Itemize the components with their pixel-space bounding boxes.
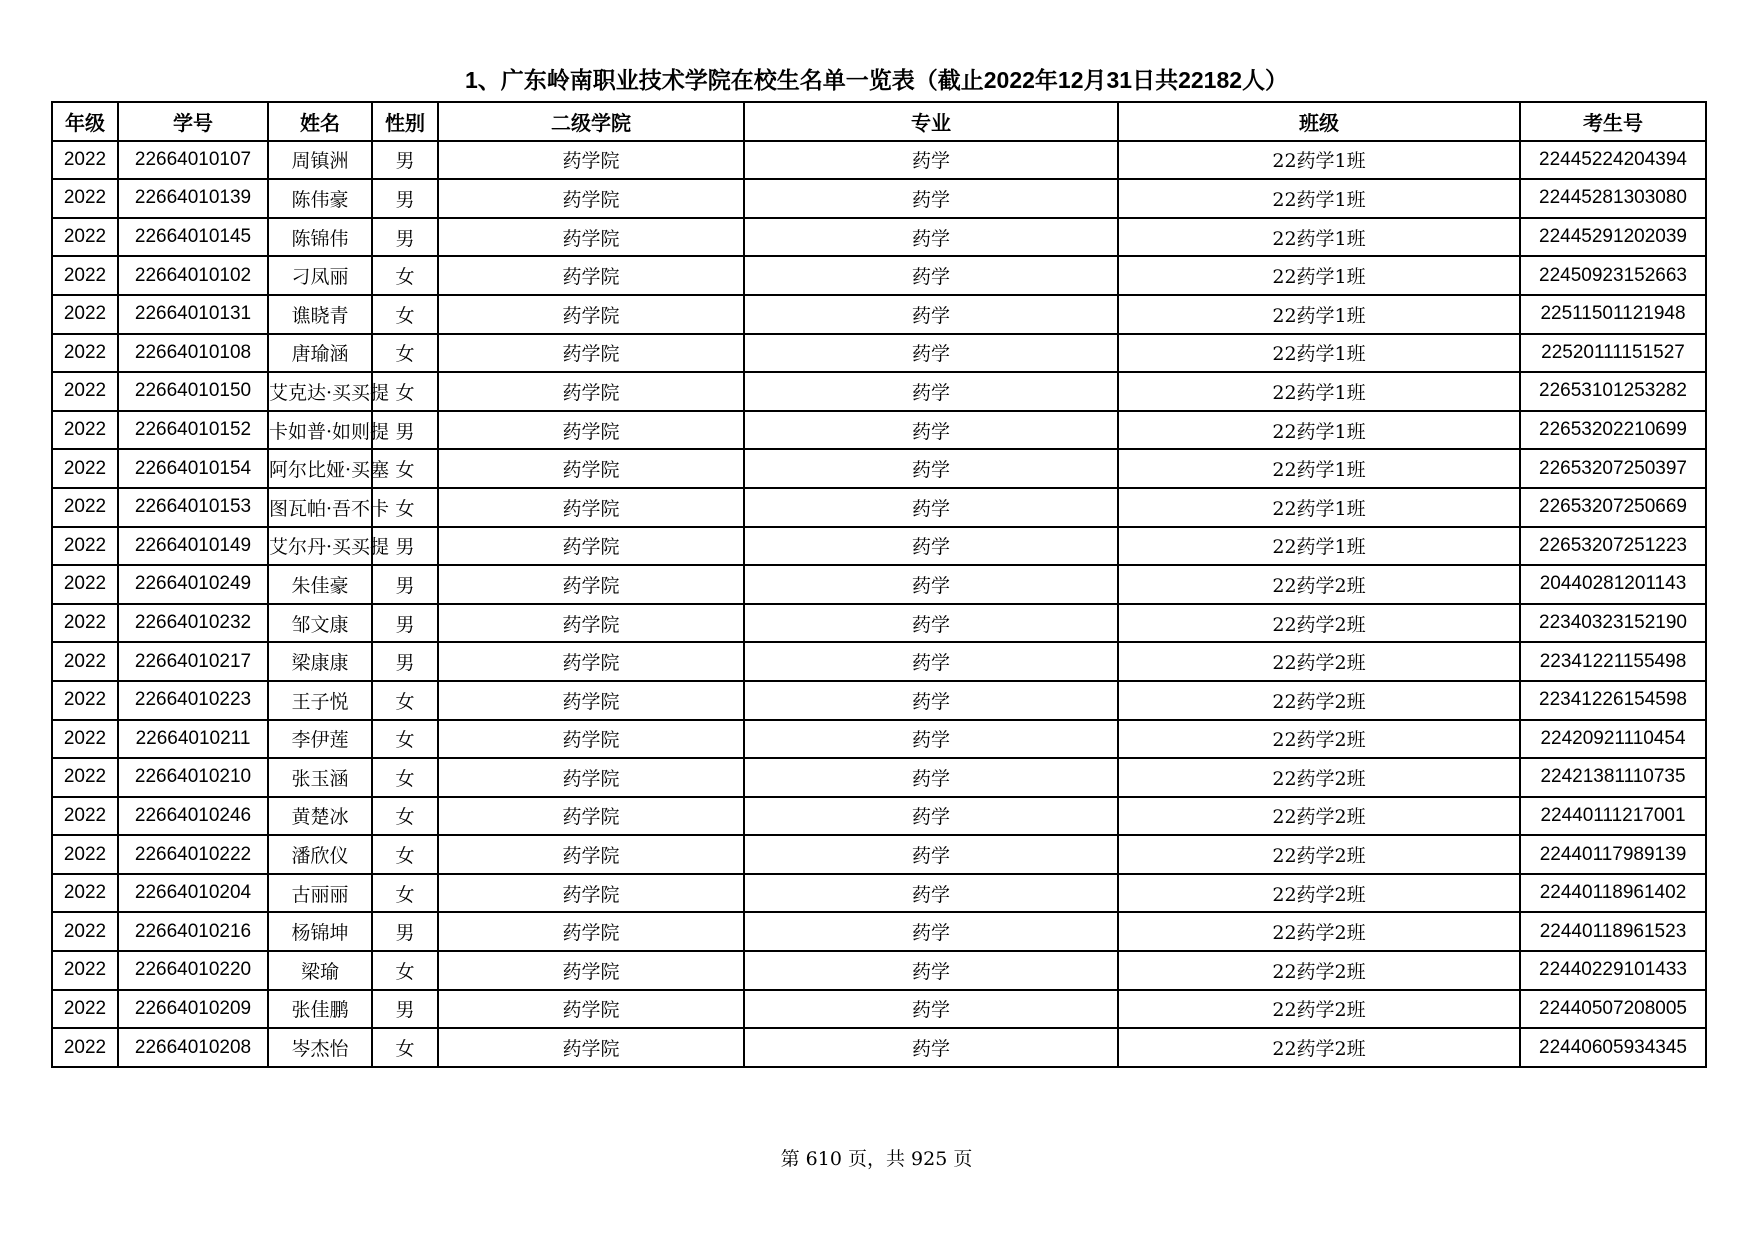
table-row <box>52 179 1706 218</box>
major-cell: 药学 <box>744 951 1118 990</box>
exam-number-cell: 22653207250397 <box>1520 449 1706 488</box>
grade-cell: 2022 <box>52 527 118 566</box>
exam-number-cell: 22440229101433 <box>1520 951 1706 990</box>
grade-cell: 2022 <box>52 642 118 681</box>
major-cell: 药学 <box>744 604 1118 643</box>
gender-cell: 女 <box>372 874 438 913</box>
name-cell: 潘欣仪 <box>268 835 372 874</box>
college-cell: 药学院 <box>438 179 744 218</box>
table-row <box>52 912 1706 951</box>
class-cell: 22药学2班 <box>1118 720 1520 759</box>
name-cell: 古丽丽 <box>268 874 372 913</box>
table-row <box>52 720 1706 759</box>
name-cell: 黄楚冰 <box>268 797 372 836</box>
student-id-cell: 22664010210 <box>118 758 268 797</box>
class-cell: 22药学2班 <box>1118 874 1520 913</box>
exam-number-cell: 22440117989139 <box>1520 835 1706 874</box>
class-cell: 22药学2班 <box>1118 912 1520 951</box>
major-cell: 药学 <box>744 295 1118 334</box>
class-cell: 22药学1班 <box>1118 411 1520 450</box>
class-cell: 22药学1班 <box>1118 449 1520 488</box>
major-cell: 药学 <box>744 527 1118 566</box>
major-cell: 药学 <box>744 141 1118 180</box>
exam-number-cell: 22653101253282 <box>1520 372 1706 411</box>
college-cell: 药学院 <box>438 1028 744 1067</box>
major-cell: 药学 <box>744 797 1118 836</box>
gender-cell: 男 <box>372 411 438 450</box>
gender-cell: 女 <box>372 488 438 527</box>
gender-cell: 女 <box>372 449 438 488</box>
table-row <box>52 372 1706 411</box>
grade-cell: 2022 <box>52 835 118 874</box>
student-id-cell: 22664010154 <box>118 449 268 488</box>
major-cell: 药学 <box>744 565 1118 604</box>
student-id-cell: 22664010139 <box>118 179 268 218</box>
major-cell: 药学 <box>744 449 1118 488</box>
name-cell: 阿尔比娅·买塞 <box>268 449 372 488</box>
student-id-cell: 22664010217 <box>118 642 268 681</box>
class-cell: 22药学2班 <box>1118 951 1520 990</box>
name-cell: 张玉涵 <box>268 758 372 797</box>
gender-cell: 女 <box>372 797 438 836</box>
grade-cell: 2022 <box>52 720 118 759</box>
class-cell: 22药学2班 <box>1118 1028 1520 1067</box>
major-cell: 药学 <box>744 334 1118 373</box>
table-header-row <box>52 102 1706 141</box>
gender-cell: 女 <box>372 334 438 373</box>
college-cell: 药学院 <box>438 797 744 836</box>
table-row <box>52 681 1706 720</box>
class-cell: 22药学1班 <box>1118 179 1520 218</box>
name-cell: 刁凤丽 <box>268 256 372 295</box>
grade-cell: 2022 <box>52 874 118 913</box>
student-id-cell: 22664010222 <box>118 835 268 874</box>
table-row <box>52 449 1706 488</box>
table-row <box>52 218 1706 257</box>
student-id-cell: 22664010208 <box>118 1028 268 1067</box>
college-cell: 药学院 <box>438 372 744 411</box>
class-cell: 22药学1班 <box>1118 141 1520 180</box>
college-cell: 药学院 <box>438 835 744 874</box>
name-cell: 杨锦坤 <box>268 912 372 951</box>
grade-cell: 2022 <box>52 256 118 295</box>
gender-cell: 女 <box>372 256 438 295</box>
major-cell: 药学 <box>744 372 1118 411</box>
grade-cell: 2022 <box>52 951 118 990</box>
exam-number-cell: 22440118961402 <box>1520 874 1706 913</box>
exam-number-cell: 22341226154598 <box>1520 681 1706 720</box>
exam-number-cell: 22653207251223 <box>1520 527 1706 566</box>
name-cell: 陈伟豪 <box>268 179 372 218</box>
grade-cell: 2022 <box>52 411 118 450</box>
name-cell: 岑杰怡 <box>268 1028 372 1067</box>
student-id-cell: 22664010102 <box>118 256 268 295</box>
student-id-cell: 22664010209 <box>118 990 268 1029</box>
name-cell: 王子悦 <box>268 681 372 720</box>
college-cell: 药学院 <box>438 604 744 643</box>
class-cell: 22药学1班 <box>1118 218 1520 257</box>
major-cell: 药学 <box>744 758 1118 797</box>
name-cell: 唐瑜涵 <box>268 334 372 373</box>
page-number: 第 610 页，共 925 页 <box>780 1148 973 1170</box>
grade-cell: 2022 <box>52 488 118 527</box>
exam-number-cell: 22450923152663 <box>1520 256 1706 295</box>
student-roster-table <box>51 101 1707 1068</box>
student-id-cell: 22664010232 <box>118 604 268 643</box>
table-row <box>52 604 1706 643</box>
grade-cell: 2022 <box>52 449 118 488</box>
name-cell: 张佳鹏 <box>268 990 372 1029</box>
college-cell: 药学院 <box>438 218 744 257</box>
grade-cell: 2022 <box>52 218 118 257</box>
exam-number-cell: 22341221155498 <box>1520 642 1706 681</box>
exam-number-cell: 22445281303080 <box>1520 179 1706 218</box>
table-row <box>52 835 1706 874</box>
table-row <box>52 642 1706 681</box>
table-row <box>52 797 1706 836</box>
exam-number-cell: 22653202210699 <box>1520 411 1706 450</box>
student-id-cell: 22664010249 <box>118 565 268 604</box>
name-cell: 梁康康 <box>268 642 372 681</box>
college-cell: 药学院 <box>438 990 744 1029</box>
table-row <box>52 1028 1706 1067</box>
major-cell: 药学 <box>744 488 1118 527</box>
name-cell: 邹文康 <box>268 604 372 643</box>
grade-cell: 2022 <box>52 372 118 411</box>
class-cell: 22药学1班 <box>1118 488 1520 527</box>
name-cell: 艾尔丹·买买提 <box>268 527 372 566</box>
college-cell: 药学院 <box>438 874 744 913</box>
name-cell: 梁瑜 <box>268 951 372 990</box>
gender-cell: 女 <box>372 295 438 334</box>
major-cell: 药学 <box>744 1028 1118 1067</box>
student-id-cell: 22664010216 <box>118 912 268 951</box>
college-cell: 药学院 <box>438 758 744 797</box>
major-cell: 药学 <box>744 642 1118 681</box>
major-cell: 药学 <box>744 218 1118 257</box>
name-cell: 图瓦帕·吾不卡 <box>268 488 372 527</box>
gender-cell: 男 <box>372 141 438 180</box>
table-body <box>52 141 1706 1067</box>
college-cell: 药学院 <box>438 681 744 720</box>
major-cell: 药学 <box>744 256 1118 295</box>
class-cell: 22药学2班 <box>1118 642 1520 681</box>
college-cell: 药学院 <box>438 488 744 527</box>
college-cell: 药学院 <box>438 565 744 604</box>
college-cell: 药学院 <box>438 295 744 334</box>
gender-cell: 男 <box>372 218 438 257</box>
major-cell: 药学 <box>744 720 1118 759</box>
exam-number-cell: 22653207250669 <box>1520 488 1706 527</box>
grade-cell: 2022 <box>52 141 118 180</box>
name-cell: 朱佳豪 <box>268 565 372 604</box>
class-cell: 22药学1班 <box>1118 334 1520 373</box>
college-cell: 药学院 <box>438 720 744 759</box>
gender-cell: 男 <box>372 527 438 566</box>
table-row <box>52 758 1706 797</box>
major-cell: 药学 <box>744 835 1118 874</box>
gender-cell: 女 <box>372 758 438 797</box>
college-cell: 药学院 <box>438 912 744 951</box>
class-cell: 22药学2班 <box>1118 797 1520 836</box>
student-id-cell: 22664010153 <box>118 488 268 527</box>
college-cell: 药学院 <box>438 334 744 373</box>
class-cell: 22药学2班 <box>1118 758 1520 797</box>
header-student-id: 学号 <box>118 102 268 141</box>
student-id-cell: 22664010211 <box>118 720 268 759</box>
exam-number-cell: 22445224204394 <box>1520 141 1706 180</box>
student-id-cell: 22664010152 <box>118 411 268 450</box>
student-id-cell: 22664010145 <box>118 218 268 257</box>
college-cell: 药学院 <box>438 141 744 180</box>
student-id-cell: 22664010204 <box>118 874 268 913</box>
exam-number-cell: 22421381110735 <box>1520 758 1706 797</box>
class-cell: 22药学2班 <box>1118 565 1520 604</box>
header-exam-number: 考生号 <box>1520 102 1706 141</box>
table-row <box>52 488 1706 527</box>
student-id-cell: 22664010246 <box>118 797 268 836</box>
class-cell: 22药学2班 <box>1118 681 1520 720</box>
exam-number-cell: 22440507208005 <box>1520 990 1706 1029</box>
student-id-cell: 22664010149 <box>118 527 268 566</box>
class-cell: 22药学1班 <box>1118 527 1520 566</box>
table-row <box>52 256 1706 295</box>
name-cell: 周镇洲 <box>268 141 372 180</box>
table-row <box>52 565 1706 604</box>
class-cell: 22药学2班 <box>1118 604 1520 643</box>
college-cell: 药学院 <box>438 642 744 681</box>
gender-cell: 女 <box>372 951 438 990</box>
table-row <box>52 874 1706 913</box>
header-major: 专业 <box>744 102 1118 141</box>
exam-number-cell: 22440111217001 <box>1520 797 1706 836</box>
gender-cell: 男 <box>372 604 438 643</box>
name-cell: 谯晓青 <box>268 295 372 334</box>
college-cell: 药学院 <box>438 256 744 295</box>
name-cell: 陈锦伟 <box>268 218 372 257</box>
student-id-cell: 22664010108 <box>118 334 268 373</box>
grade-cell: 2022 <box>52 990 118 1029</box>
name-cell: 李伊莲 <box>268 720 372 759</box>
class-cell: 22药学2班 <box>1118 990 1520 1029</box>
exam-number-cell: 22340323152190 <box>1520 604 1706 643</box>
student-id-cell: 22664010223 <box>118 681 268 720</box>
major-cell: 药学 <box>744 912 1118 951</box>
grade-cell: 2022 <box>52 912 118 951</box>
grade-cell: 2022 <box>52 179 118 218</box>
header-college: 二级学院 <box>438 102 744 141</box>
exam-number-cell: 22445291202039 <box>1520 218 1706 257</box>
class-cell: 22药学1班 <box>1118 256 1520 295</box>
header-class: 班级 <box>1118 102 1520 141</box>
grade-cell: 2022 <box>52 565 118 604</box>
gender-cell: 女 <box>372 835 438 874</box>
exam-number-cell: 22511501121948 <box>1520 295 1706 334</box>
table-row <box>52 411 1706 450</box>
grade-cell: 2022 <box>52 334 118 373</box>
grade-cell: 2022 <box>52 295 118 334</box>
major-cell: 药学 <box>744 411 1118 450</box>
grade-cell: 2022 <box>52 797 118 836</box>
table-row <box>52 951 1706 990</box>
table-row <box>52 334 1706 373</box>
exam-number-cell: 22440118961523 <box>1520 912 1706 951</box>
table-row <box>52 527 1706 566</box>
gender-cell: 男 <box>372 179 438 218</box>
class-cell: 22药学1班 <box>1118 295 1520 334</box>
grade-cell: 2022 <box>52 1028 118 1067</box>
exam-number-cell: 22520111151527 <box>1520 334 1706 373</box>
table-row <box>52 295 1706 334</box>
gender-cell: 男 <box>372 912 438 951</box>
major-cell: 药学 <box>744 874 1118 913</box>
exam-number-cell: 22440605934345 <box>1520 1028 1706 1067</box>
table-row <box>52 990 1706 1029</box>
gender-cell: 女 <box>372 681 438 720</box>
major-cell: 药学 <box>744 990 1118 1029</box>
class-cell: 22药学2班 <box>1118 835 1520 874</box>
header-gender: 性别 <box>372 102 438 141</box>
exam-number-cell: 22420921110454 <box>1520 720 1706 759</box>
student-id-cell: 22664010150 <box>118 372 268 411</box>
grade-cell: 2022 <box>52 758 118 797</box>
student-id-cell: 22664010131 <box>118 295 268 334</box>
gender-cell: 男 <box>372 642 438 681</box>
college-cell: 药学院 <box>438 449 744 488</box>
major-cell: 药学 <box>744 681 1118 720</box>
college-cell: 药学院 <box>438 527 744 566</box>
page-title: 1、广东岭南职业技术学院在校生名单一览表（截止2022年12月31日共22182人） <box>464 67 1289 93</box>
gender-cell: 女 <box>372 372 438 411</box>
header-grade: 年级 <box>52 102 118 141</box>
major-cell: 药学 <box>744 179 1118 218</box>
table-row <box>52 141 1706 180</box>
gender-cell: 女 <box>372 1028 438 1067</box>
student-id-cell: 22664010107 <box>118 141 268 180</box>
exam-number-cell: 20440281201143 <box>1520 565 1706 604</box>
header-name: 姓名 <box>268 102 372 141</box>
gender-cell: 男 <box>372 565 438 604</box>
class-cell: 22药学1班 <box>1118 372 1520 411</box>
college-cell: 药学院 <box>438 951 744 990</box>
grade-cell: 2022 <box>52 604 118 643</box>
gender-cell: 男 <box>372 990 438 1029</box>
name-cell: 卡如普·如则提 <box>268 411 372 450</box>
name-cell: 艾克达·买买提 <box>268 372 372 411</box>
gender-cell: 女 <box>372 720 438 759</box>
student-id-cell: 22664010220 <box>118 951 268 990</box>
grade-cell: 2022 <box>52 681 118 720</box>
college-cell: 药学院 <box>438 411 744 450</box>
